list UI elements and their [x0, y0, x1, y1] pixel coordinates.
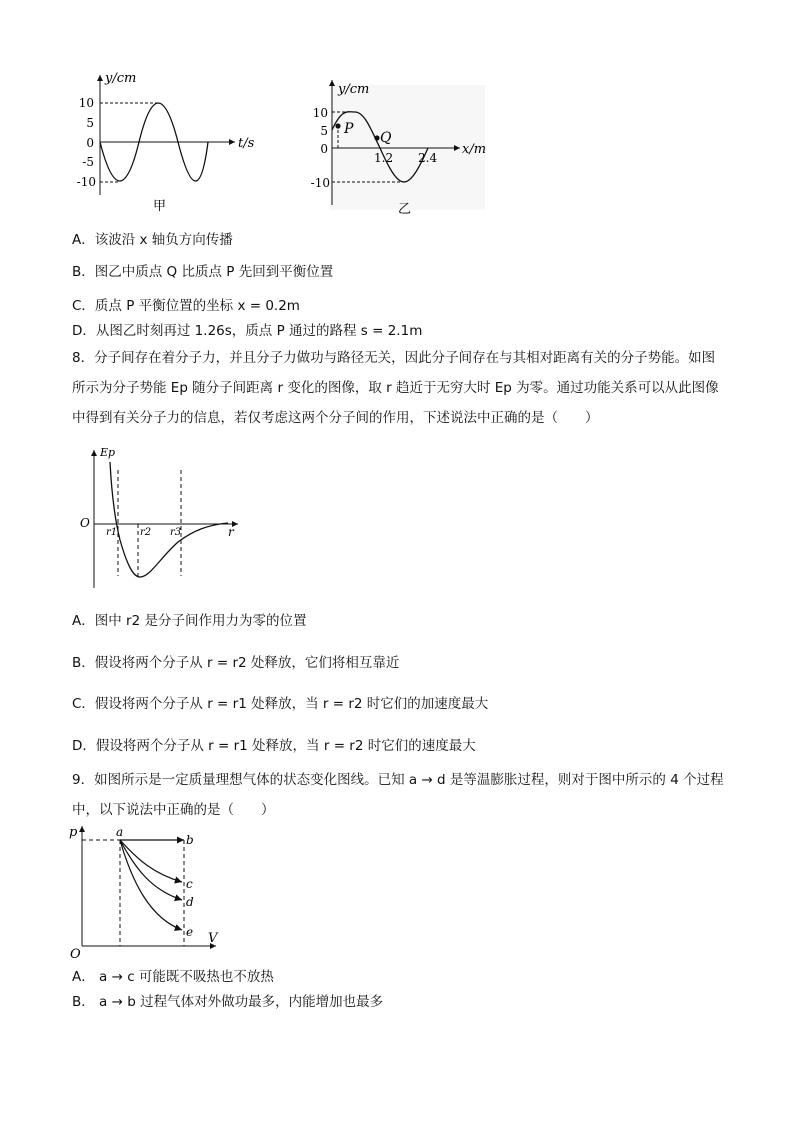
jia-tick-m10: -10 [76, 175, 96, 189]
q8-stem: 8．分子间存在着分子力，并且分子力做功与路径无关，因此分子间存在与其相对距离有关的分子势能。如图所示为分子势能 Ep 随分子间距离 r 变化的图像，取 r 趋近于无穷大时 Ep 为零。通过功能关系可以从此图像中得到有关分子力的信息，若仅考虑这两个分子间的作用，下述说法中正确的是（ ） [72, 350, 719, 426]
q9-stem: 9．如图所示是一定质量理想气体的状态变化图线。已知 a → d 是等温膨胀过程，则对于图中所示的 4 个过程中，以下说法中正确的是（ ） [72, 772, 724, 818]
yi-x-label: x/m [462, 142, 487, 157]
ep-r1: r1 [106, 527, 118, 538]
yi-y-label: y/cm [338, 82, 370, 97]
q8-option-d: D．假设将两个分子从 r = r1 处释放，当 r = r2 时它们的速度最大 [72, 738, 476, 754]
q7-option-b: B．图乙中质点 Q 比质点 P 先回到平衡位置 [72, 264, 334, 280]
yi-tick-0: 0 [320, 142, 328, 156]
yi-xtick-2-4: 2.4 [418, 151, 438, 165]
q7-option-a: A．该波沿 x 轴负方向传播 [72, 232, 233, 248]
q9-option-a: A． a → c 可能既不吸热也不放热 [72, 969, 274, 985]
point-p-label: P [344, 121, 354, 137]
q9-option-b: B． a → b 过程气体对外做功最多，内能增加也最多 [72, 994, 384, 1010]
ep-r3: r3 [170, 527, 182, 538]
jia-tick-0: 0 [86, 136, 94, 150]
yi-tick-10: 10 [312, 106, 328, 120]
q8-option-b: B．假设将两个分子从 r = r2 处释放，它们将相互靠近 [72, 655, 400, 671]
jia-caption: 甲 [153, 199, 167, 214]
ep-origin: O [80, 516, 90, 530]
q7-option-d: D．从图乙时刻再过 1.26s，质点 P 通过的路程 s = 2.1m [72, 323, 423, 339]
q7-option-c: C．质点 P 平衡位置的坐标 x = 0.2m [72, 298, 300, 314]
pv-origin: O [70, 947, 81, 962]
yi-caption: 乙 [398, 202, 412, 217]
q8-option-a: A．图中 r2 是分子间作用力为零的位置 [72, 613, 307, 629]
ep-r2: r2 [140, 527, 152, 538]
pv-point-b: b [186, 833, 194, 847]
jia-tick-10: 10 [78, 96, 94, 110]
pv-point-e: e [186, 925, 194, 939]
graph-jia [70, 70, 270, 220]
pv-point-c: c [186, 877, 193, 891]
graph-ep [78, 440, 248, 590]
jia-tick-5: 5 [86, 116, 94, 130]
point-q-label: Q [380, 130, 392, 146]
point-q [374, 135, 379, 140]
pv-y-label: p [69, 825, 78, 840]
graph-pv [68, 822, 228, 962]
pv-point-d: d [186, 895, 194, 909]
yi-tick-5: 5 [320, 124, 328, 138]
yi-xtick-1-2: 1.2 [374, 151, 394, 165]
yi-tick-m10: -10 [310, 176, 330, 190]
point-p [335, 123, 340, 128]
pv-point-a: a [116, 825, 124, 839]
pv-x-label: V [208, 931, 218, 946]
jia-tick-m5: -5 [82, 155, 94, 169]
jia-y-label: y/cm [105, 71, 137, 86]
graph-yi [300, 70, 500, 220]
ep-y-label: Ep [100, 446, 116, 459]
jia-x-label: t/s [238, 136, 255, 151]
q8-option-c: C．假设将两个分子从 r = r1 处释放，当 r = r2 时它们的加速度最大 [72, 696, 489, 712]
ep-x-label: r [228, 525, 234, 539]
